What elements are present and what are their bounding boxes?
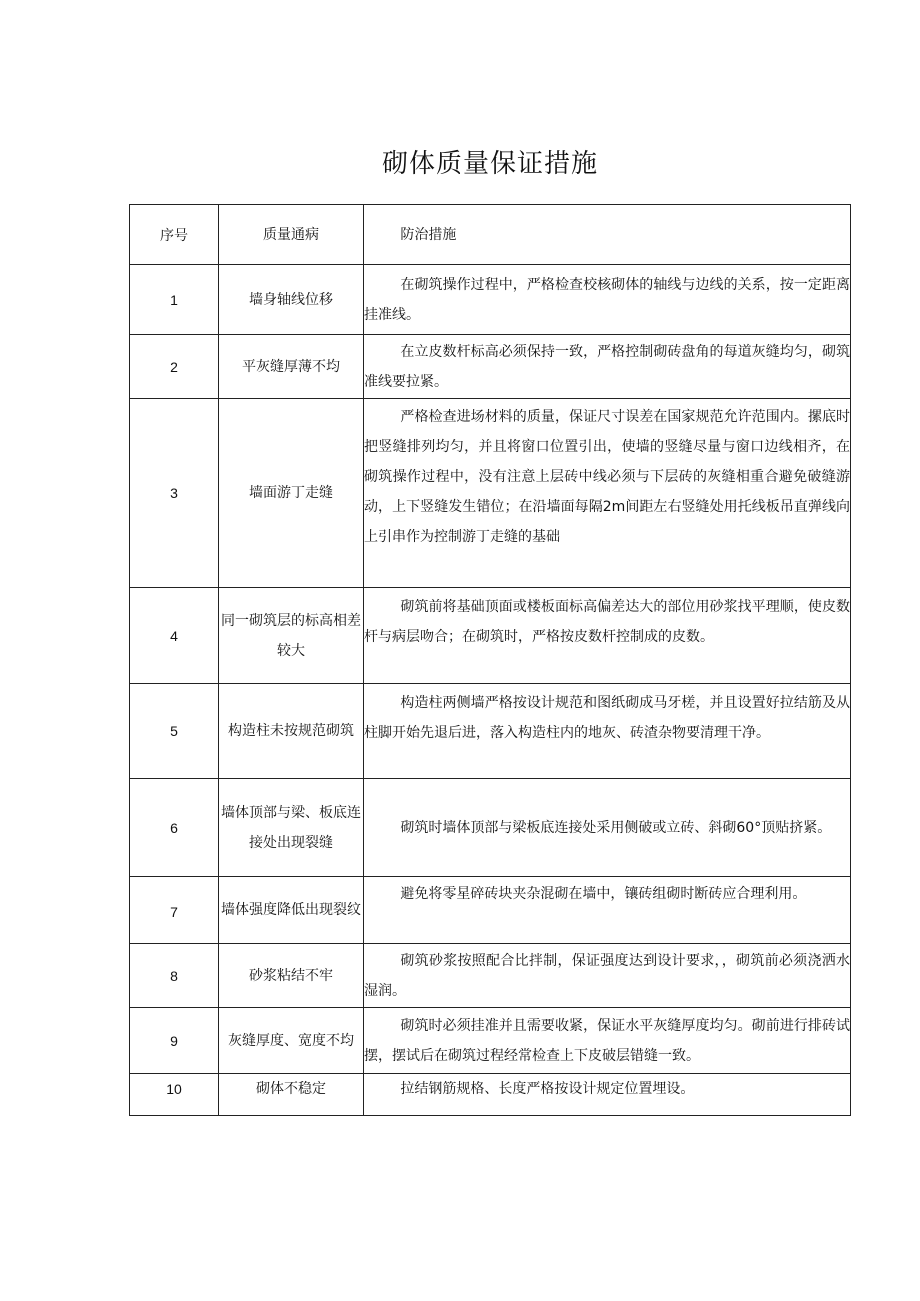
row-number: 5 — [130, 684, 219, 779]
header-no: 序号 — [130, 205, 219, 265]
row-issue: 砂浆粘结不牢 — [219, 944, 364, 1008]
row-issue: 墙体强度降低出现裂纹 — [219, 877, 364, 944]
quality-measures-table — [129, 204, 851, 1116]
row-issue: 墙体顶部与梁、板底连接处出现裂缝 — [219, 779, 364, 877]
row-number: 4 — [130, 588, 219, 684]
table-row — [130, 877, 851, 944]
row-measure-text: 构造柱两侧墙严格按设计规范和图纸砌成马牙槎，并且设置好拉结筋及从柱脚开始先退后进，落入构造柱内的地灰、砖渣杂物要清理干净。 — [364, 695, 850, 741]
row-measure — [364, 265, 851, 335]
header-measure-label: 防治措施 — [400, 226, 457, 243]
page-title: 砌体质量保证措施 — [381, 149, 598, 179]
table-row — [130, 399, 851, 588]
row-measure-text: 砌筑时墙体顶部与梁板底连接处采用侧破或立砖、斜砌60°顶贴挤紧。 — [400, 819, 832, 836]
row-measure — [364, 1074, 851, 1116]
row-measure — [364, 335, 851, 399]
row-measure-text: 拉结钢筋规格、长度严格按设计规定位置埋设。 — [400, 1081, 695, 1097]
row-measure — [364, 684, 851, 779]
table-row — [130, 684, 851, 779]
table-row — [130, 779, 851, 877]
row-number: 1 — [130, 265, 219, 335]
row-measure — [364, 944, 851, 1008]
table-row — [130, 944, 851, 1008]
row-issue: 构造柱未按规范砌筑 — [219, 684, 364, 779]
table-row — [130, 265, 851, 335]
row-measure — [364, 1008, 851, 1074]
row-number: 8 — [130, 944, 219, 1008]
row-measure-text: 砌筑时必须挂准并且需要收紧，保证水平灰缝厚度均匀。砌前进行排砖试摆，摆试后在砌筑过程经常检查上下皮破层错缝一致。 — [364, 1017, 850, 1064]
row-measure — [364, 877, 851, 944]
row-number: 2 — [130, 335, 219, 399]
row-number: 7 — [130, 877, 219, 944]
row-measure-text: 砌筑前将基础顶面或楼板面标高偏差达大的部位用砂浆找平理顺，使皮数杆与病层吻合；在砌筑时，严格按皮数杆控制成的皮数。 — [364, 599, 850, 645]
row-number: 6 — [130, 779, 219, 877]
table-row — [130, 588, 851, 684]
row-issue: 墙身轴线位移 — [219, 265, 364, 335]
table-row — [130, 1008, 851, 1074]
row-measure-text: 严格检查进场材料的质量，保证尺寸误差在国家规范允许范围内。摞底时把竖缝排列均匀，并且将窗口位置引出，使墙的竖缝尽量与窗口边线相齐，在砌筑操作过程中，没有注意上层砖中线必须与下层砖的灰缝相重合避免破缝游动，上下竖缝发生错位；在沿墙面每隔2m间距左右竖缝处用托线板吊直弹线向上引串作为控制游丁走缝的基础 — [364, 409, 850, 545]
table-row — [130, 335, 851, 399]
table-header-row — [130, 205, 851, 265]
row-issue: 平灰缝厚薄不均 — [219, 335, 364, 399]
header-measure — [364, 205, 851, 265]
row-measure-text: 砌筑砂浆按照配合比拌制，保证强度达到设计要求，，砌筑前必须浇洒水湿润。 — [364, 952, 850, 999]
row-measure — [364, 588, 851, 684]
header-issue: 质量通病 — [219, 205, 364, 265]
row-number: 10 — [130, 1074, 219, 1116]
row-issue: 灰缝厚度、宽度不均 — [219, 1008, 364, 1074]
row-issue: 砌体不稳定 — [219, 1074, 364, 1116]
table-row — [130, 1074, 851, 1116]
row-measure — [364, 399, 851, 588]
row-issue: 同一砌筑层的标高相差较大 — [219, 588, 364, 684]
row-issue: 墙面游丁走缝 — [219, 399, 364, 588]
row-number: 9 — [130, 1008, 219, 1074]
row-measure-text: 在砌筑操作过程中，严格检查校核砌体的轴线与边线的关系，按一定距离挂准线。 — [364, 276, 850, 323]
row-number: 3 — [130, 399, 219, 588]
row-measure — [364, 779, 851, 877]
row-measure-text: 在立皮数杆标高必须保持一致，严格控制砌砖盘角的每道灰缝均匀，砌筑准线要拉紧。 — [364, 343, 850, 390]
row-measure-text: 避免将零星碎砖块夹杂混砌在墙中，镶砖组砌时断砖应合理利用。 — [400, 886, 807, 902]
